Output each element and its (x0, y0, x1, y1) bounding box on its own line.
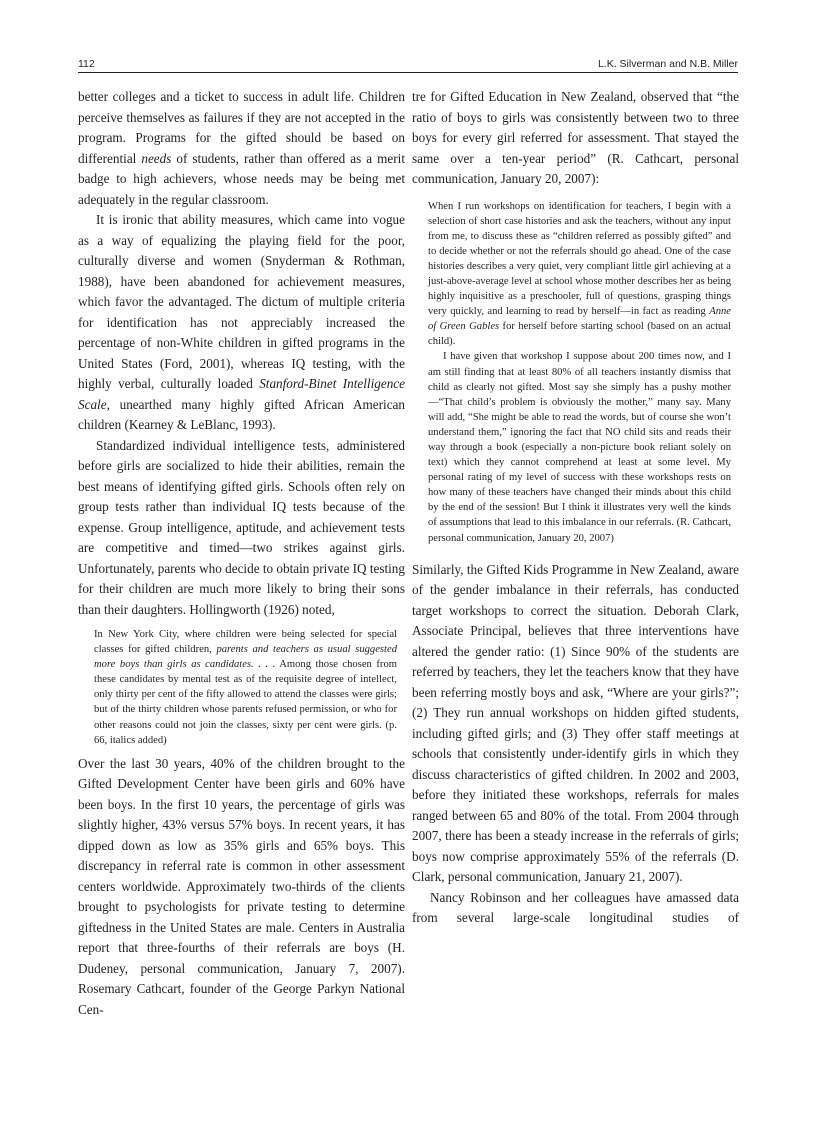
right-column (412, 87, 739, 929)
paragraph-standardized-tests: Standardized individual intelligence tests, administered before girls are socialized to hide their abilities, remain the best means of identifying gifted girls. Schools often rely on group tests rather than individual IQ tests because of the expense. Group intelligence, aptitude, and achievement tests are competitive and timed—two strikes against girls. Unfortunately, parents who decide to obtain private IQ testing for their children are much more likely to bring their sons than their daughters. Hollingworth (1926) noted, (78, 437, 405, 617)
paragraph-cathcart-intro: tre for Gifted Education in New Zealand, observed that “the ratio of boys to girls was consistently between two to three boys for every girl referred for assessment. That stayed the same over a ten-year period” (R. Cathcart, personal communication, January 20, 2007): (412, 89, 739, 186)
quote-text-workshops: When I run workshops on identification for teachers, I begin with a selection of short case histories and ask the teachers, without any input from me, to discuss these as “children referred as possibly gifted” and to decide whether or not the referrals should go ahead. One of the case histories describes a very quiet, very compliant little girl achieving at a just-above-average level at school whose mother describes her as being highly inquisitive as a preschooler, full of questions, grasping things very quickly, and learning to read by herself—in fact as reading Anne of Green Gables for herself before starting school (based on an actual child). (428, 200, 731, 348)
paragraph-ability-measures: It is ironic that ability measures, which came into vogue as a way of equalizing the playing field for the poor, culturally diverse and women (Snyderman & Rothman, 1988), have been abandoned for achievement measures, which favor the advantaged. The dictum of multiple criteria for identification has not appreciably increased the percentage of non-White children in gifted programs in the United States (Ford, 2001), whereas IQ testing, with the highly verbal, culturally loaded Stanford-Binet Intelligence Scale, unearthed many highly gifted African American children (Kearney & LeBlanc, 1993). (78, 212, 405, 432)
paragraph-robinson: Nancy Robinson and her colleagues have amassed data from several large-scale longitudinal studies of (412, 889, 739, 926)
paragraph-continuation: better colleges and a ticket to success in adult life. Children perceive themselves as failures if they are not accepted in the program. Programs for the gifted should be based on differential needs of students, rather than offered as a merit badge to high achievers, whose needs may be being met adequately in the regular classroom. (78, 89, 405, 207)
header-rule (78, 72, 738, 73)
running-head-authors: L.K. Silverman and N.B. Miller (597, 58, 738, 70)
quote-text-findings: I have given that workshop I suppose about 200 times now, and I am still finding that at least 80% of all teachers instantly dismiss that child as clearly not gifted. Most say she simply has a pushy mother—“That child’s problem is obviously the mother,” many say. Many will add, “She might be able to read the words, but of course she won’t understand them,” ignoring the fact that NO child sits and reads their way through a book (especially a non-picture book reliant solely on text) which they cannot comprehend at least at some level. My personal rating of my level of success with these workshops rests on how many of these teachers have changed their minds about this child by the end of the session! But I think it illustrates very well the kinds of assumptions that lead to this imbalance in our referrals. (R. Cathcart, personal communication, January 20, 2007) (428, 351, 732, 544)
cathcart-quote (412, 190, 739, 560)
left-column (78, 87, 405, 1020)
paragraph-referral-statistics: Over the last 30 years, 40% of the children brought to the Gifted Development Center have been girls and 60% have been boys. In the first 10 years, the percentage of girls was slightly higher, 43% versus 57% boys. In recent years, it has dipped down as low as 35% girls and 65% boys. This discrepancy in referral rate is common in other assessment centers worldwide. Approximately two-thirds of the clients brought to psychologists for private testing to determine giftedness in the United States are male. Centers in Australia report that three-fourths of their referrals are boys (H. Dudeney, personal communication, January 7, 2007). Rosemary Cathcart, founder of the George Parkyn National Cen- (78, 755, 405, 1017)
page-number: 112 (78, 58, 95, 70)
paragraph-gifted-kids-programme: Similarly, the Gifted Kids Programme in New Zealand, aware of the gender imbalance in their referrals, has conducted target workshops to correct the situation. Deborah Clark, Associate Principal, believes that three interventions have altered the gender ratio: (1) Since 90% of the students are referred by teachers, they let the teachers know that they have been referring mostly boys and ask, “Where are your girls?”; (2) They run annual workshops on hidden gifted students, including gifted girls; and (3) They offer staff meetings at schools that consistently under-identify girls in which they discuss characteristics of gifted children. In 2002 and 2003, before they initiated these workshops, referrals for males ranged between 65 and 80% of the total. From 2004 through 2007, there has been a steady increase in the referrals of girls; boys now comprise approximately 55% of the referrals (D. Clark, personal communication, January 21, 2007). (412, 561, 739, 885)
quote-text: In New York City, where children were being selected for special classes for gifted children, parents and teachers as usual suggested more boys than girls as candidates. . . . Among those chosen from these candidates by mental test as of the requisite degree of intellect, only thirty per cent of the fifty allowed to attend the classes were girls; but of the thirty children whose parents refused permission, or who for other reasons could not join the classes, sixty per cent were girls. (p. 66, italics added) (94, 629, 397, 746)
hollingworth-quote (78, 620, 405, 754)
